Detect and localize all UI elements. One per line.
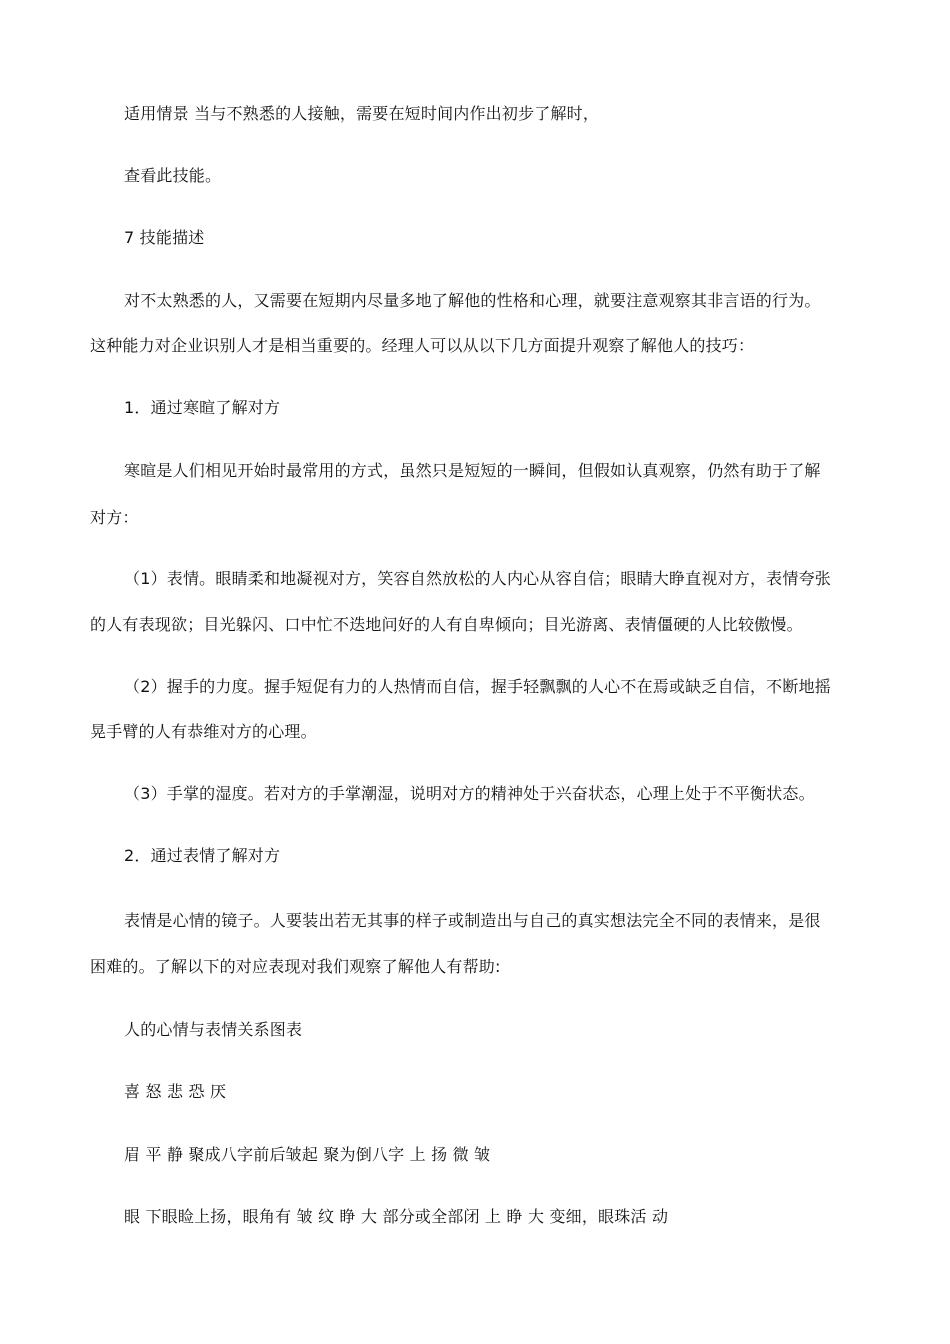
paragraph-mirror-line1: 表情是心情的镜子。人要装出若无其事的样子或制造出与自己的真实想法完全不同的表情来，是很 <box>124 911 821 930</box>
paragraph-palm-humidity: （3）手掌的湿度。若对方的手掌潮湿，说明对方的精神处于兴奋状态，心理上处于不平衡状态。 <box>124 784 815 803</box>
section-heading-skill-description: 7 技能描述 <box>124 228 205 247</box>
table-row-eye: 眼 下眼睑上扬，眼角有 皱 纹 睁 大 部分或全部闭 上 睁 大 变细，眼珠活 动 <box>124 1207 669 1226</box>
heading-greeting: 1．通过寒暄了解对方 <box>124 398 281 417</box>
table-header-row: 喜 怒 悲 恐 厌 <box>124 1082 227 1101</box>
paragraph-handshake-line1: （2）握手的力度。握手短促有力的人热情而自信，握手轻飘飘的人心不在焉或缺乏自信，不断地摇 <box>124 677 831 696</box>
paragraph-expression-line2: 的人有表现欲；目光躲闪、口中忙不迭地问好的人有自卑倾向；目光游离、表情僵硬的人比较傲慢。 <box>90 615 803 634</box>
paragraph-expression-line1: （1）表情。眼睛柔和地凝视对方，笑容自然放松的人内心从容自信；眼睛大睁直视对方，表情夸张 <box>124 569 831 588</box>
paragraph-handshake-line2: 晃手臂的人有恭维对方的心理。 <box>90 722 317 741</box>
paragraph-greeting-line2: 对方： <box>90 508 139 527</box>
paragraph-view-skill: 查看此技能。 <box>124 166 222 185</box>
paragraph-applicable-scenario: 适用情景 当与不熟悉的人接触，需要在短时间内作出初步了解时， <box>124 104 600 123</box>
paragraph-intro-line1: 对不太熟悉的人，又需要在短期内尽量多地了解他的性格和心理，就要注意观察其非言语的行为。 <box>124 291 821 310</box>
paragraph-greeting-line1: 寒暄是人们相见开始时最常用的方式，虽然只是短短的一瞬间，但假如认真观察，仍然有助于了解 <box>124 461 821 480</box>
heading-expression: 2．通过表情了解对方 <box>124 846 281 865</box>
table-row-eyebrow: 眉 平 静 聚成八字前后皱起 聚为倒八字 上 扬 微 皱 <box>124 1145 491 1164</box>
paragraph-mirror-line2: 困难的。了解以下的对应表现对我们观察了解他人有帮助: <box>90 957 501 976</box>
table-title: 人的心情与表情关系图表 <box>124 1020 303 1039</box>
paragraph-intro-line2: 这种能力对企业识别人才是相当重要的。经理人可以从以下几方面提升观察了解他人的技巧： <box>90 336 755 355</box>
